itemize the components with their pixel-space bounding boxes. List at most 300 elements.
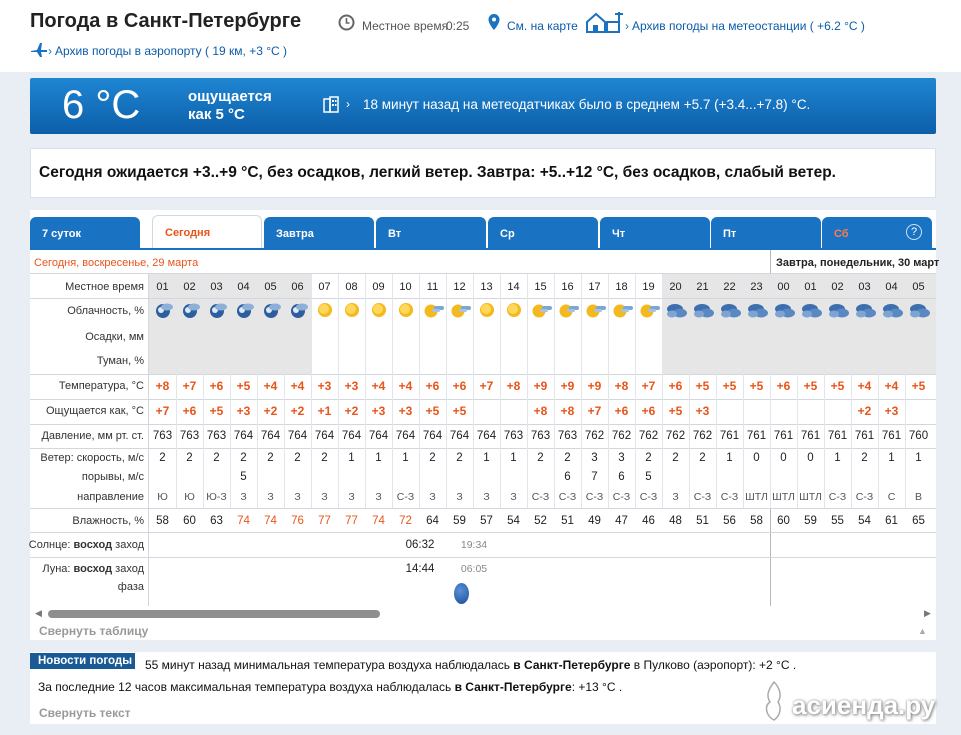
local-time-value: 0:25 [446, 19, 470, 33]
pressure-cell: 763 [557, 430, 578, 442]
humidity-cell: 77 [318, 515, 331, 527]
sun-cloud-icon [423, 301, 445, 319]
cloudy-night-icon [666, 301, 688, 319]
label-fog: Туман, % [96, 355, 144, 367]
news-line-2 [38, 680, 622, 694]
pressure-cell: 761 [827, 430, 848, 442]
cloudy-night-icon [882, 301, 904, 319]
wind-speed-cell: 2 [861, 452, 868, 464]
gust-cell: 6 [564, 471, 571, 483]
humidity-cell: 65 [912, 515, 925, 527]
news-line-2-c: : +13 °C . [571, 680, 623, 694]
temperature-cell: +8 [155, 379, 170, 393]
wind-speed-cell: 2 [456, 452, 463, 464]
wind-direction-cell: З [483, 491, 490, 503]
pressure-cell: 762 [692, 430, 713, 442]
wind-direction-cell: В [914, 491, 922, 503]
row-divider [30, 298, 936, 299]
wind-direction-cell: С-З [639, 491, 658, 503]
column-divider [392, 274, 393, 508]
wind-speed-cell: 1 [375, 452, 382, 464]
hour-cell: 05 [264, 281, 277, 293]
temperature-cell: +9 [560, 379, 575, 393]
column-divider [338, 274, 339, 508]
temperature-cell: +8 [506, 379, 521, 393]
hour-cell: 02 [183, 281, 196, 293]
night-partly-cloudy-icon [261, 301, 283, 319]
temperature-cell: +6 [776, 379, 791, 393]
cloudy-night-icon [747, 301, 769, 319]
feels-like-cell: +3 [695, 404, 710, 418]
wind-speed-cell: 2 [321, 452, 328, 464]
pressure-cell: 764 [314, 430, 335, 442]
gust-cell: 5 [240, 471, 247, 483]
feels-like-line2: как 5 °C [188, 106, 245, 123]
hour-cell: 08 [345, 281, 358, 293]
label-gusts: порывы, м/с [81, 471, 144, 483]
column-divider [824, 274, 825, 508]
hour-cell: 22 [723, 281, 736, 293]
wind-speed-cell: 1 [915, 452, 922, 464]
pressure-cell: 762 [665, 430, 686, 442]
wind-direction-cell: С-З [396, 491, 415, 503]
temperature-cell: +9 [587, 379, 602, 393]
feels-like-cell: +7 [587, 404, 602, 418]
pressure-cell: 761 [746, 430, 767, 442]
hour-cell: 20 [669, 281, 682, 293]
page-title: Погода в Санкт-Петербурге [30, 10, 302, 32]
label-moon [42, 563, 144, 575]
wind-speed-cell: 1 [348, 452, 355, 464]
pressure-cell: 764 [422, 430, 443, 442]
humidity-cell: 74 [237, 515, 250, 527]
sun-cloud-icon [585, 301, 607, 319]
column-divider [743, 274, 744, 508]
temperature-cell: +5 [749, 379, 764, 393]
row-divider [30, 508, 936, 509]
temperature-cell: +6 [425, 379, 440, 393]
wind-speed-cell: 2 [429, 452, 436, 464]
wind-speed-cell: 2 [537, 452, 544, 464]
feels-like-cell: +5 [425, 404, 440, 418]
wind-direction-cell: Ю [157, 491, 168, 503]
collapse-table-link[interactable]: Свернуть таблицу [39, 624, 149, 638]
wind-speed-cell: 2 [645, 452, 652, 464]
label-moonrise-word: восход [73, 563, 113, 575]
humidity-cell: 47 [615, 515, 628, 527]
column-divider [662, 274, 663, 508]
hour-cell: 23 [750, 281, 763, 293]
wind-direction-cell: З [456, 491, 463, 503]
wind-direction-cell: Ю-З [206, 491, 227, 503]
temperature-cell: +4 [371, 379, 386, 393]
feels-like-cell: +6 [182, 404, 197, 418]
column-divider [473, 274, 474, 508]
temperature-cell: +5 [722, 379, 737, 393]
news-line-1-a: 55 минут назад минимальная температура воздуха наблюдалась [145, 658, 514, 672]
tab-friday[interactable]: Пт [711, 217, 821, 249]
column-divider [257, 274, 258, 508]
pressure-cell: 764 [341, 430, 362, 442]
column-divider [689, 274, 690, 508]
sun-cloud-icon [612, 301, 634, 319]
wind-speed-cell: 2 [213, 452, 220, 464]
tab-thursday[interactable]: Чт [600, 217, 710, 249]
label-cloudiness: Облачность, % [67, 305, 144, 317]
collapse-text-link[interactable]: Свернуть текст [39, 706, 131, 720]
wind-speed-cell: 2 [699, 452, 706, 464]
sun-icon [342, 301, 364, 319]
night-partly-cloudy-icon [180, 301, 202, 319]
wind-direction-cell: С-З [558, 491, 577, 503]
wind-direction-cell: С-З [693, 491, 712, 503]
watermark-text: асиенда.ру [792, 690, 936, 720]
news-line-1-c: в Пулково (аэропорт): +2 °C . [630, 658, 797, 672]
temperature-cell: +3 [317, 379, 332, 393]
wind-speed-cell: 2 [267, 452, 274, 464]
tab-wednesday[interactable]: Ср [488, 217, 598, 249]
temperature-cell: +9 [533, 379, 548, 393]
feels-like-cell: +2 [263, 404, 278, 418]
humidity-cell: 54 [507, 515, 520, 527]
temperature-cell: +4 [857, 379, 872, 393]
building-icon [323, 96, 339, 113]
wind-direction-cell: З [375, 491, 382, 503]
sun-cloud-icon [639, 301, 661, 319]
row-divider [30, 448, 936, 449]
label-moonset-word: заход [115, 563, 144, 575]
tab-underline [30, 248, 936, 250]
watermark-logo-icon [760, 680, 788, 726]
column-divider [851, 274, 852, 508]
column-divider [365, 274, 366, 508]
label-wind-speed: Ветер: скорость, м/с [40, 452, 144, 464]
cloudy-night-icon [774, 301, 796, 319]
tab-today[interactable]: Сегодня [152, 215, 262, 250]
humidity-cell: 60 [777, 515, 790, 527]
hour-cell: 03 [210, 281, 223, 293]
cloudy-night-icon [909, 301, 931, 319]
collapse-up-icon[interactable]: ▲ [918, 626, 927, 636]
tab-tuesday[interactable]: Вт [376, 217, 486, 249]
tab-tomorrow[interactable]: Завтра [264, 217, 374, 249]
feels-like-cell: +2 [344, 404, 359, 418]
pressure-cell: 763 [152, 430, 173, 442]
hour-cell: 02 [831, 281, 844, 293]
news-line-1 [145, 658, 796, 672]
pressure-cell: 764 [395, 430, 416, 442]
news-label: Новости погоды [30, 653, 135, 669]
temperature-cell: +4 [263, 379, 278, 393]
feels-like-cell: +8 [533, 404, 548, 418]
wind-direction-cell: С-З [855, 491, 874, 503]
label-direction: направление [77, 491, 144, 503]
scroll-right-icon[interactable]: ▶ [924, 608, 931, 618]
night-partly-cloudy-icon [234, 301, 256, 319]
column-divider [581, 274, 582, 508]
hour-cell: 03 [858, 281, 871, 293]
wind-speed-cell: 2 [564, 452, 571, 464]
humidity-cell: 64 [426, 515, 439, 527]
row-divider [30, 557, 936, 558]
feels-like-cell: +7 [155, 404, 170, 418]
wind-direction-cell: З [672, 491, 679, 503]
sun-icon [315, 301, 337, 319]
sunset-time: 19:34 [460, 539, 488, 551]
row-divider [30, 399, 936, 400]
humidity-cell: 60 [183, 515, 196, 527]
hour-cell: 09 [372, 281, 385, 293]
temperature-cell: +4 [290, 379, 305, 393]
wind-speed-cell: 3 [591, 452, 598, 464]
hour-cell: 12 [453, 281, 466, 293]
temperature-cell: +5 [830, 379, 845, 393]
humidity-cell: 61 [885, 515, 898, 527]
hour-cell: 07 [318, 281, 331, 293]
humidity-cell: 48 [669, 515, 682, 527]
wind-direction-cell: ШТЛ [772, 491, 795, 503]
wind-direction-cell: С [887, 491, 896, 503]
humidity-cell: 77 [345, 515, 358, 527]
label-feels-like: Ощущается как, °C [45, 405, 144, 417]
row-divider [30, 532, 936, 533]
wind-speed-cell: 2 [240, 452, 247, 464]
pressure-cell: 761 [854, 430, 875, 442]
humidity-cell: 58 [156, 515, 169, 527]
gust-cell: 6 [618, 471, 625, 483]
label-pressure: Давление, мм рт. ст. [41, 430, 144, 442]
wind-speed-cell: 1 [726, 452, 733, 464]
pressure-cell: 761 [773, 430, 794, 442]
pressure-cell: 763 [206, 430, 227, 442]
local-time-label: Местное время [362, 19, 449, 33]
pressure-cell: 764 [287, 430, 308, 442]
hour-cell: 14 [507, 281, 520, 293]
airplane-icon [30, 42, 48, 58]
hour-cell: 01 [804, 281, 817, 293]
feels-like-cell: +5 [209, 404, 224, 418]
humidity-cell: 74 [264, 515, 277, 527]
hour-cell: 13 [480, 281, 493, 293]
hour-cell: 04 [885, 281, 898, 293]
night-partly-cloudy-icon [207, 301, 229, 319]
column-divider [608, 274, 609, 508]
humidity-cell: 63 [210, 515, 223, 527]
pressure-cell: 762 [584, 430, 605, 442]
wind-speed-cell: 0 [807, 452, 814, 464]
hour-cell: 06 [291, 281, 304, 293]
pressure-cell: 761 [800, 430, 821, 442]
column-divider [554, 274, 555, 508]
feels-like-cell: +3 [398, 404, 413, 418]
wind-direction-cell: С-З [720, 491, 739, 503]
pressure-cell: 763 [503, 430, 524, 442]
wind-direction-cell: С-З [612, 491, 631, 503]
tab-saturday[interactable]: Сб [822, 217, 932, 249]
column-divider [176, 274, 177, 508]
feels-like-cell: +1 [317, 404, 332, 418]
feels-like-cell: +8 [560, 404, 575, 418]
humidity-cell: 59 [804, 515, 817, 527]
temperature-cell: +6 [209, 379, 224, 393]
pressure-cell: 764 [476, 430, 497, 442]
wind-speed-cell: 0 [780, 452, 787, 464]
temperature-cell: +4 [884, 379, 899, 393]
temperature-cell: +7 [479, 379, 494, 393]
label-precipitation: Осадки, мм [85, 331, 144, 343]
temperature-cell: +5 [911, 379, 926, 393]
hour-cell: 04 [237, 281, 250, 293]
pressure-cell: 764 [233, 430, 254, 442]
sun-icon [504, 301, 526, 319]
humidity-cell: 54 [858, 515, 871, 527]
pressure-cell: 761 [881, 430, 902, 442]
wind-speed-cell: 2 [159, 452, 166, 464]
scrollbar-thumb[interactable] [48, 610, 380, 618]
gust-cell: 5 [645, 471, 652, 483]
wind-direction-cell: Ю [184, 491, 195, 503]
column-divider [797, 274, 798, 508]
hour-cell: 16 [561, 281, 574, 293]
column-divider [311, 274, 312, 508]
pressure-cell: 764 [260, 430, 281, 442]
column-divider [527, 274, 528, 508]
cloudy-night-icon [801, 301, 823, 319]
column-divider [716, 274, 717, 508]
humidity-cell: 51 [696, 515, 709, 527]
humidity-cell: 59 [453, 515, 466, 527]
wind-speed-cell: 1 [834, 452, 841, 464]
feels-like-cell: +6 [641, 404, 656, 418]
clock-icon [338, 14, 355, 31]
row-divider [30, 273, 936, 274]
news-line-2-city: в Санкт-Петербурге [454, 680, 572, 694]
wind-direction-cell: З [321, 491, 328, 503]
archive-airport-link[interactable]: Архив погоды в аэропорту ( 19 км, +3 °C ) [55, 44, 288, 58]
wind-speed-cell: 3 [618, 452, 625, 464]
feels-like-cell: +2 [857, 404, 872, 418]
temperature-cell: +5 [695, 379, 710, 393]
feels-like-cell: +2 [290, 404, 305, 418]
humidity-cell: 74 [372, 515, 385, 527]
temperature-cell: +8 [614, 379, 629, 393]
sun-cloud-icon [531, 301, 553, 319]
scroll-left-icon[interactable]: ◀ [35, 608, 42, 618]
feels-like-cell: +3 [884, 404, 899, 418]
current-temperature: 6 °C [62, 83, 141, 127]
chevron-right-icon: › [48, 44, 52, 58]
pressure-cell: 763 [179, 430, 200, 442]
archive-meteo-link[interactable]: Архив погоды на метеостанции ( +6.2 °C ) [632, 19, 865, 33]
cloudy-night-icon [693, 301, 715, 319]
night-partly-cloudy-icon [288, 301, 310, 319]
wind-speed-cell: 1 [483, 452, 490, 464]
humidity-cell: 46 [642, 515, 655, 527]
night-partly-cloudy-icon [153, 301, 175, 319]
wind-speed-cell: 2 [672, 452, 679, 464]
column-divider [770, 274, 771, 508]
pressure-cell: 763 [530, 430, 551, 442]
pressure-cell: 762 [638, 430, 659, 442]
label-moon-prefix: Луна: [42, 563, 71, 575]
sun-icon [477, 301, 499, 319]
humidity-cell: 76 [291, 515, 304, 527]
moonrise-time: 14:44 [405, 563, 435, 575]
column-divider [284, 274, 285, 508]
feels-like [188, 88, 298, 124]
hour-cell: 10 [399, 281, 412, 293]
humidity-cell: 49 [588, 515, 601, 527]
tab-7-days[interactable]: 7 суток [30, 217, 140, 249]
wind-direction-cell: З [267, 491, 274, 503]
row-divider [30, 374, 936, 375]
column-divider [203, 274, 204, 508]
column-divider [635, 274, 636, 508]
sun-cloud-icon [450, 301, 472, 319]
hour-cell: 11 [426, 281, 439, 293]
row-divider [30, 424, 936, 425]
pressure-cell: 764 [368, 430, 389, 442]
wind-direction-cell: З [240, 491, 247, 503]
wind-speed-cell: 2 [186, 452, 193, 464]
hour-cell: 15 [534, 281, 547, 293]
humidity-cell: 55 [831, 515, 844, 527]
moonset-time: 06:05 [460, 563, 488, 575]
help-icon[interactable]: ? [906, 224, 922, 240]
temperature-cell: +5 [236, 379, 251, 393]
today-date-header: Сегодня, воскресенье, 29 марта [34, 257, 199, 269]
label-temperature: Температура, °C [58, 380, 144, 392]
cloudy-night-icon [720, 301, 742, 319]
map-link[interactable]: См. на карте [507, 19, 578, 33]
moon-phase-icon [454, 583, 469, 604]
label-sunset-word: заход [115, 539, 144, 551]
wind-speed-cell: 1 [510, 452, 517, 464]
column-divider [419, 274, 420, 508]
feels-like-cell: +5 [668, 404, 683, 418]
wind-direction-cell: З [429, 491, 436, 503]
pressure-cell: 764 [449, 430, 470, 442]
sun-icon [369, 301, 391, 319]
feels-like-cell: +3 [371, 404, 386, 418]
chevron-right-icon: › [625, 19, 629, 33]
column-divider [500, 274, 501, 508]
hour-cell: 00 [777, 281, 790, 293]
hour-cell: 05 [912, 281, 925, 293]
tomorrow-date-header: Завтра, понедельник, 30 март [776, 257, 940, 269]
humidity-cell: 51 [561, 515, 574, 527]
sun-cloud-icon [558, 301, 580, 319]
label-phase: фаза [117, 581, 144, 593]
temperature-cell: +6 [668, 379, 683, 393]
wind-direction-cell: З [510, 491, 517, 503]
pressure-cell: 760 [908, 430, 929, 442]
hour-cell: 17 [588, 281, 601, 293]
feels-like-cell: +6 [614, 404, 629, 418]
wind-speed-cell: 0 [753, 452, 760, 464]
chevron-right-icon: › [346, 97, 350, 111]
label-local-time: Местное время [65, 281, 144, 293]
news-line-1-city: в Санкт-Петербурге [513, 658, 631, 672]
label-sunrise-word: восход [73, 539, 113, 551]
label-humidity: Влажность, % [72, 515, 144, 527]
wind-direction-cell: С-З [828, 491, 847, 503]
label-sun-prefix: Солнце: [28, 539, 71, 551]
humidity-cell: 58 [750, 515, 763, 527]
column-divider [905, 274, 906, 508]
news-line-2-a: За последние 12 часов максимальная температура воздуха наблюдалась [38, 680, 455, 694]
weather-station-icon [585, 10, 625, 34]
